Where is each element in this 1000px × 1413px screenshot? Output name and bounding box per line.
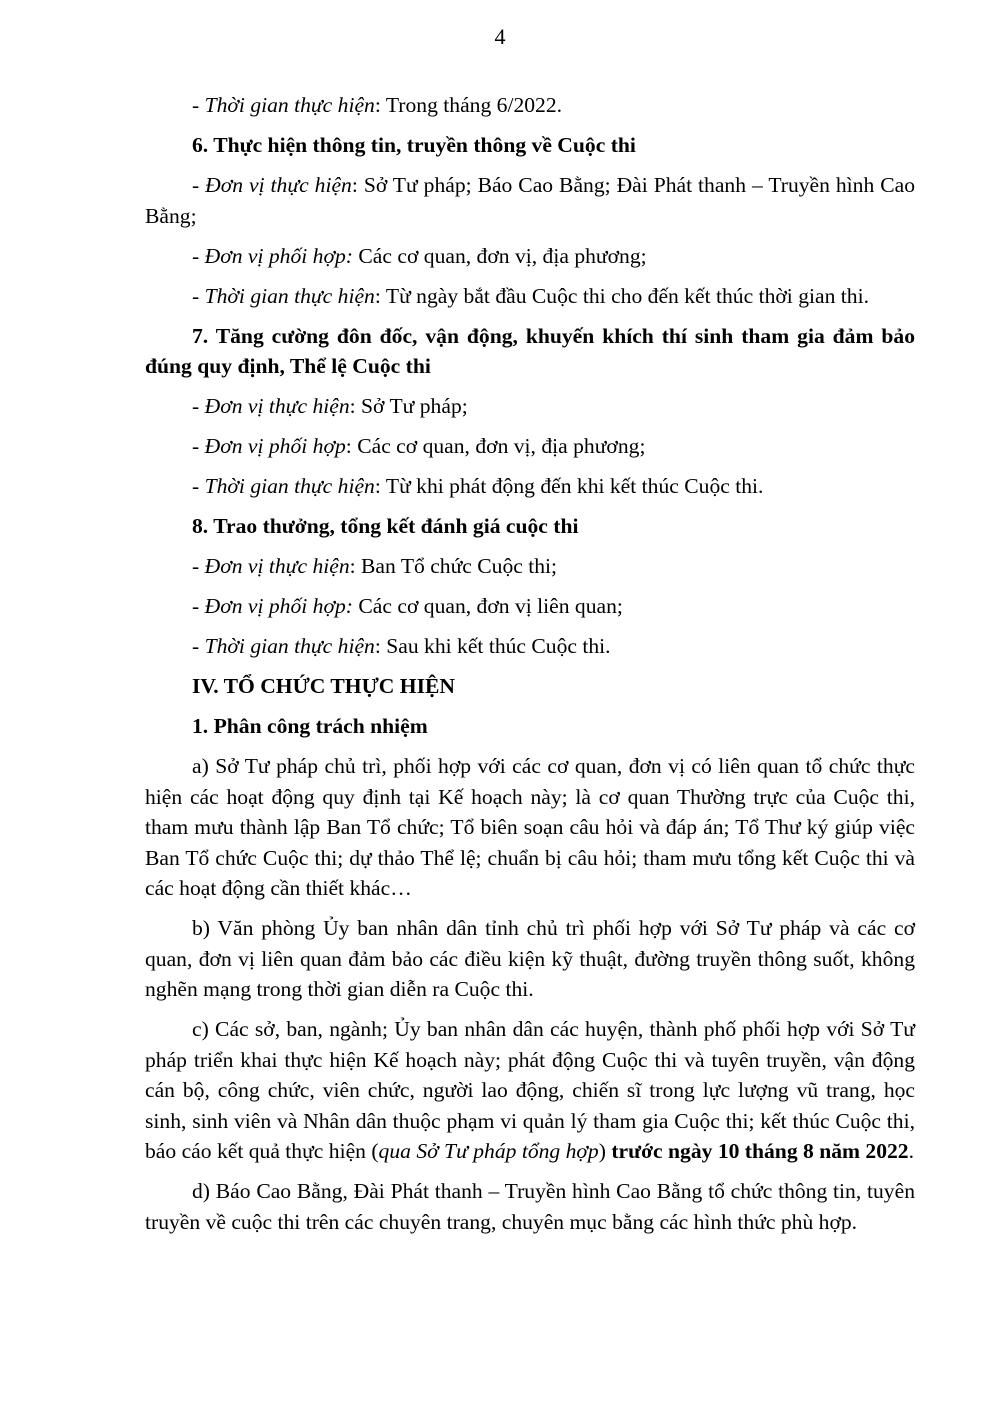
time-line-june (145, 90, 915, 121)
field-label: Thời gian thực hiện (204, 283, 375, 308)
field-value: Từ khi phát động đến khi kết thúc Cuộc thi. (385, 474, 764, 498)
dash: - (192, 93, 205, 117)
field-value: Các cơ quan, đơn vị, địa phương; (353, 243, 647, 268)
section-iv-heading: IV. TỔ CHỨC THỰC HIỆN (192, 674, 455, 698)
field-label: Đơn vị phối hợp: (204, 243, 353, 268)
section-8-time (145, 631, 915, 662)
page-number: 4 (494, 24, 506, 49)
field-value: Các cơ quan, đơn vị liên quan; (353, 594, 623, 618)
field-value: Trong tháng 6/2022. (385, 93, 563, 117)
dash: - (192, 434, 205, 458)
field-label: Đơn vị thực hiện (204, 394, 350, 418)
field-sep: : (374, 93, 386, 117)
paragraph-c (145, 1014, 915, 1167)
field-value: Sở Tư pháp; (361, 394, 468, 418)
section-6-heading: 6. Thực hiện thông tin, truyền thông về Cuộc thi (192, 133, 636, 157)
document-body (145, 90, 915, 1247)
dash: - (192, 243, 205, 268)
paragraph-d: d) Báo Cao Bằng, Đài Phát thanh – Truyền hình Cao Bằng tổ chức thông tin, tuyên truyền về cuộc thi trên các chuyên trang, chuyên mục bằng các hình thức phù hợp. (145, 1179, 915, 1234)
field-value: Từ ngày bắt đầu Cuộc thi cho đến kết thúc thời gian thi. (385, 283, 869, 308)
paragraph-c-italic: qua Sở Tư pháp tổng hợp (378, 1139, 599, 1163)
section-6-unit (145, 170, 915, 231)
field-label: Đơn vị phối hợp (204, 434, 346, 458)
field-sep: : (351, 173, 364, 197)
field-sep: : (374, 634, 387, 658)
field-value: Các cơ quan, đơn vị, địa phương; (357, 434, 646, 458)
field-value: Sau khi kết thúc Cuộc thi. (386, 634, 611, 658)
paragraph-c-text: c) Các sở, ban, ngành; Ủy ban nhân dân các huyện, thành phố phối hợp với Sở Tư pháp triển khai thực hiện Kế hoạch này; phát động Cuộc thi và tuyên truyền, vận động cán bộ, công chức, viên chức, người lao động, chiến sĩ trong lực lượng vũ trang, học sinh, sinh viên và Nhân dân thuộc phạm vi quản lý tham gia Cuộc thi; kết thúc Cuộc thi, báo cáo kết quả thực hiện ( (145, 1017, 915, 1163)
field-value: Sở Tư pháp; Báo Cao Bằng; Đài Phát thanh – Truyền hình Cao Bằng; (145, 173, 916, 228)
section-6-time (145, 281, 915, 312)
section-8-heading: 8. Trao thưởng, tổng kết đánh giá cuộc thi (192, 514, 579, 538)
section-8-unit (145, 551, 915, 582)
field-label: Đơn vị thực hiện (205, 173, 352, 197)
field-label: Thời gian thực hiện (204, 474, 375, 498)
field-sep: : (349, 394, 362, 418)
field-sep: : (374, 474, 386, 498)
section-7-unit (145, 391, 915, 422)
dash: - (192, 474, 205, 498)
dash: - (192, 283, 205, 308)
section-7-time (145, 471, 915, 502)
dash: - (192, 173, 206, 197)
paragraph-c-end: . (908, 1139, 914, 1163)
field-sep: : (345, 434, 358, 458)
dash: - (192, 394, 205, 418)
field-label: Thời gian thực hiện (204, 93, 375, 117)
section-8-coordination (145, 591, 915, 622)
paragraph-a: a) Sở Tư pháp chủ trì, phối hợp với các cơ quan, đơn vị có liên quan tổ chức thực hiện các hoạt động quy định tại Kế hoạch này; là cơ quan Thường trực của Cuộc thi, tham mưu thành lập Ban Tổ chức; Tổ biên soạn câu hỏi và đáp án; Tổ Thư ký giúp việc Ban Tổ chức Cuộc thi; dự thảo Thể lệ; chuẩn bị câu hỏi; tham mưu tổng kết Cuộc thi và các hoạt động cần thiết khác… (145, 754, 915, 900)
field-sep: : (374, 283, 386, 308)
field-label: Đơn vị thực hiện (204, 554, 350, 578)
dash: - (192, 634, 205, 658)
field-sep: : (349, 554, 362, 578)
field-label: Thời gian thực hiện (204, 634, 375, 658)
paragraph-c-deadline: trước ngày 10 tháng 8 năm 2022 (611, 1139, 909, 1163)
section-iv-1-heading: 1. Phân công trách nhiệm (192, 714, 428, 738)
section-7-coordination (145, 431, 915, 462)
section-6-coordination (145, 241, 915, 272)
dash: - (192, 594, 205, 618)
paragraph-b: b) Văn phòng Ủy ban nhân dân tỉnh chủ trì phối hợp với Sở Tư pháp và các cơ quan, đơn vị liên quan đảm bảo các điều kiện kỹ thuật, đường truyền thông suốt, không nghẽn mạng trong thời gian diễn ra Cuộc thi. (145, 916, 915, 1001)
field-label: Đơn vị phối hợp: (204, 594, 353, 618)
field-value: Ban Tổ chức Cuộc thi; (361, 554, 558, 578)
dash: - (192, 554, 205, 578)
paragraph-c-close: ) (598, 1139, 606, 1163)
section-7-heading: 7. Tăng cường đôn đốc, vận động, khuyến khích thí sinh tham gia đảm bảo đúng quy định, Thể lệ Cuộc thi (145, 323, 915, 378)
